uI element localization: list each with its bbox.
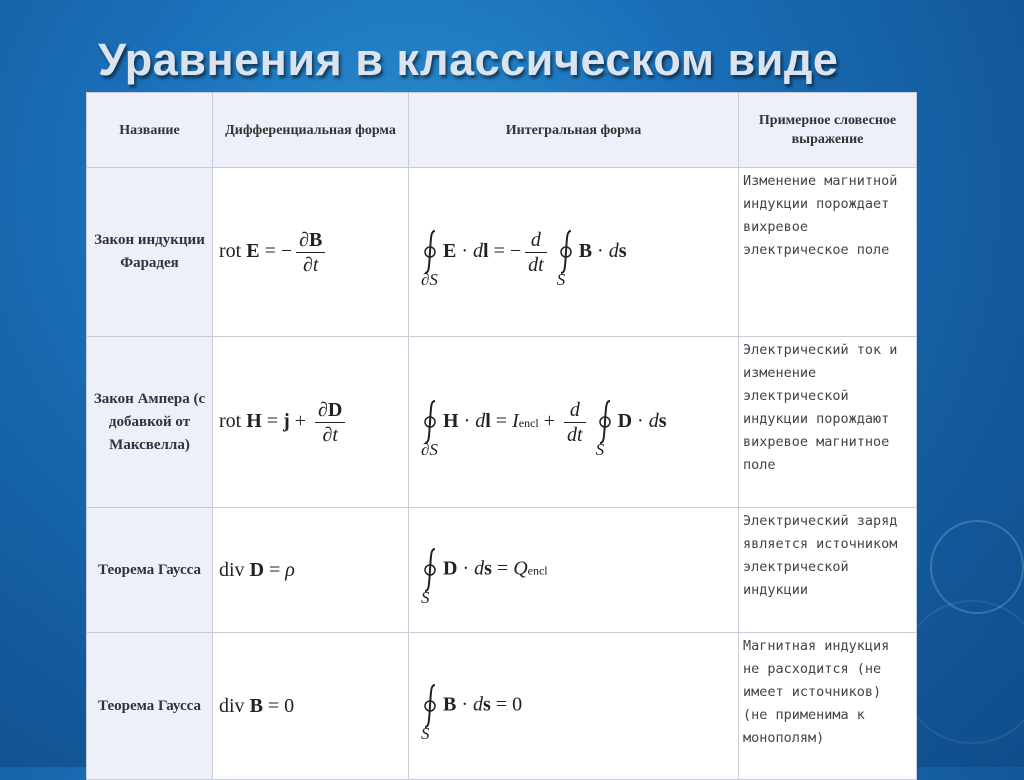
- header-differential: Дифференциальная форма: [213, 93, 409, 168]
- contour-integral-icon: ∂S: [419, 228, 441, 276]
- header-verbal: Примерное словесное выражение: [739, 93, 917, 168]
- differential-formula: div D = ρ: [213, 508, 409, 633]
- differential-formula: rot H = j + $\frac{\partial D}{\partial t}$: [213, 337, 409, 508]
- header-name: Название: [87, 93, 213, 168]
- table-row: [87, 508, 917, 633]
- integral-formula: ∂S E · dl = − $\frac{d}{dt}$ S B · ds: [409, 168, 739, 337]
- contour-integral-icon: S: [419, 546, 441, 594]
- table-row: [87, 168, 917, 337]
- integral-formula: S D · ds = Qencl: [409, 508, 739, 633]
- differential-formula: rot E = − $\frac{\partial B}{\partial t}$: [213, 168, 409, 337]
- law-name: Теорема Гаусса: [87, 633, 213, 780]
- table-row: [87, 337, 917, 508]
- decorative-swirl: [900, 600, 1024, 744]
- header-integral: Интегральная форма: [409, 93, 739, 168]
- differential-formula: div B = 0: [213, 633, 409, 780]
- verbal-description: Магнитная индукция не расходится (не имеет источников) (не применима к монополям): [739, 633, 917, 780]
- contour-integral-icon: S: [594, 398, 616, 446]
- law-name: Закон индукции Фарадея: [87, 168, 213, 337]
- contour-integral-icon: ∂S: [419, 398, 441, 446]
- slide-title: Уравнения в классическом виде: [98, 34, 839, 85]
- law-name: Теорема Гаусса: [87, 508, 213, 633]
- integral-formula: ∂S H · dl = Iencl + $\frac{d}{dt}$ S D · ds: [409, 337, 739, 508]
- contour-integral-icon: S: [555, 228, 577, 276]
- verbal-description: Электрический ток и изменение электрической индукции порождают вихревое магнитное поле: [739, 337, 917, 508]
- table-row: [87, 633, 917, 780]
- verbal-description: Изменение магнитной индукции порождает вихревое электрическое поле: [739, 168, 917, 337]
- law-name: Закон Ампера (с добавкой от Максвелла): [87, 337, 213, 508]
- table-header-row: [87, 93, 917, 168]
- verbal-description: Электрический заряд является источником электрической индукции: [739, 508, 917, 633]
- integral-formula: S B · ds = 0: [409, 633, 739, 780]
- contour-integral-icon: S: [419, 682, 441, 730]
- equations-table: [86, 92, 917, 780]
